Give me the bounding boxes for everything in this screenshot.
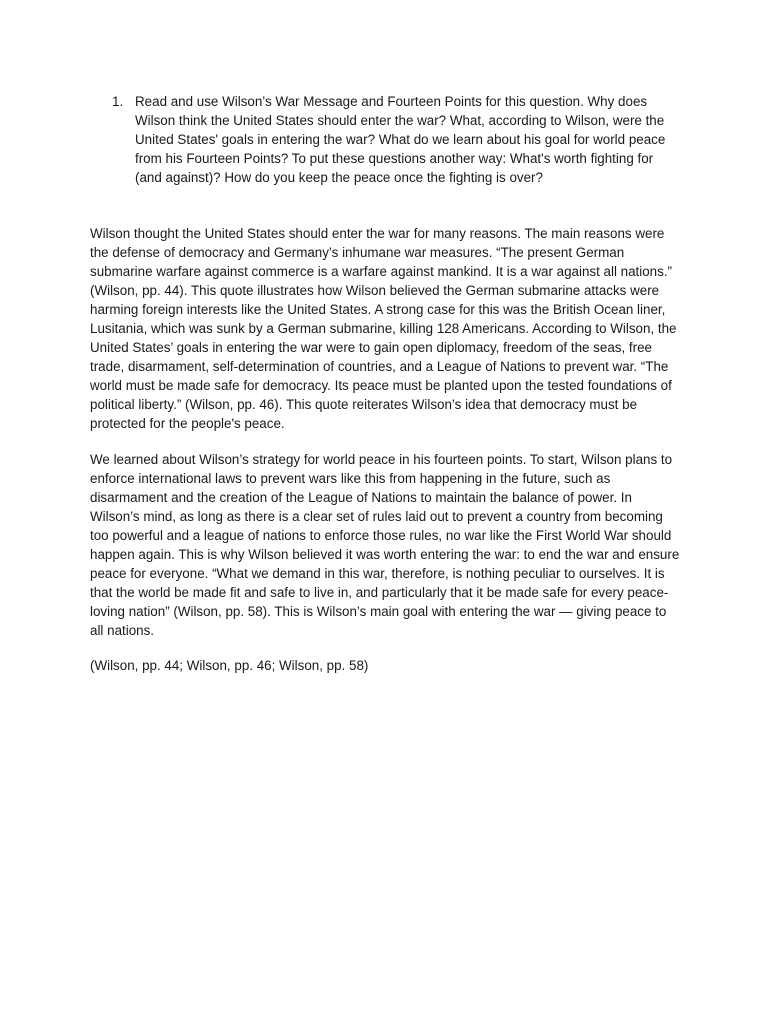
- citations: (Wilson, pp. 44; Wilson, pp. 46; Wilson, pp. 58): [90, 658, 369, 673]
- answer-paragraph-2: We learned about Wilson’s strategy for world peace in his fourteen points. To start, Wilson plans to enforce international laws to prevent wars like this from happening in the future, such as disarmament and the creation of the League of Nations to maintain the balance of power. In Wilson’s mind, as long as there is a clear set of rules laid out to prevent a country from becoming too powerful and a league of nations to enforce those rules, no war like the First World War should happen again. This is why Wilson believed it was worth entering the war: to end the war and ensure peace for everyone. “What we demand in this war, therefore, is nothing peculiar to ourselves. It is that the world be made fit and safe to live in, and particularly that it be made safe for every peace-loving nation” (Wilson, pp. 58). This is Wilson’s main goal with entering the war — giving peace to all nations.: [90, 452, 680, 638]
- question-number: 1.: [112, 94, 124, 109]
- answer-paragraph-1: Wilson thought the United States should enter the war for many reasons. The main reasons were the defense of democracy and Germany’s inhumane war measures. “The present German submarine warfare against commerce is a warfare against mankind. It is a war against all nations.” (Wilson, pp. 44). This quote illustrates how Wilson believed the German submarine attacks were harming foreign interests like the United States. A strong case for this was the British Ocean liner, Lusitania, which was sunk by a German submarine, killing 128 Americans. According to Wilson, the United States’ goals in entering the war were to gain open diplomacy, freedom of the seas, free trade, disarmament, self-determination of countries, and a League of Nations to prevent war. “The world must be made safe for democracy. Its peace must be planted upon the tested foundations of political liberty.” (Wilson, pp. 46). This quote reiterates Wilson’s idea that democracy must be protected for the people's peace.: [90, 226, 677, 431]
- question-item: [112, 92, 672, 187]
- question-text: Read and use Wilson’s War Message and Fourteen Points for this question. Why does Wilson think the United States should enter the war? What, according to Wilson, were the United States' goals in entering the war? What do we learn about his goal for world peace from his Fourteen Points? To put these questions another way: What's worth fighting for (and against)? How do you keep the peace once the fighting is over?: [135, 94, 666, 185]
